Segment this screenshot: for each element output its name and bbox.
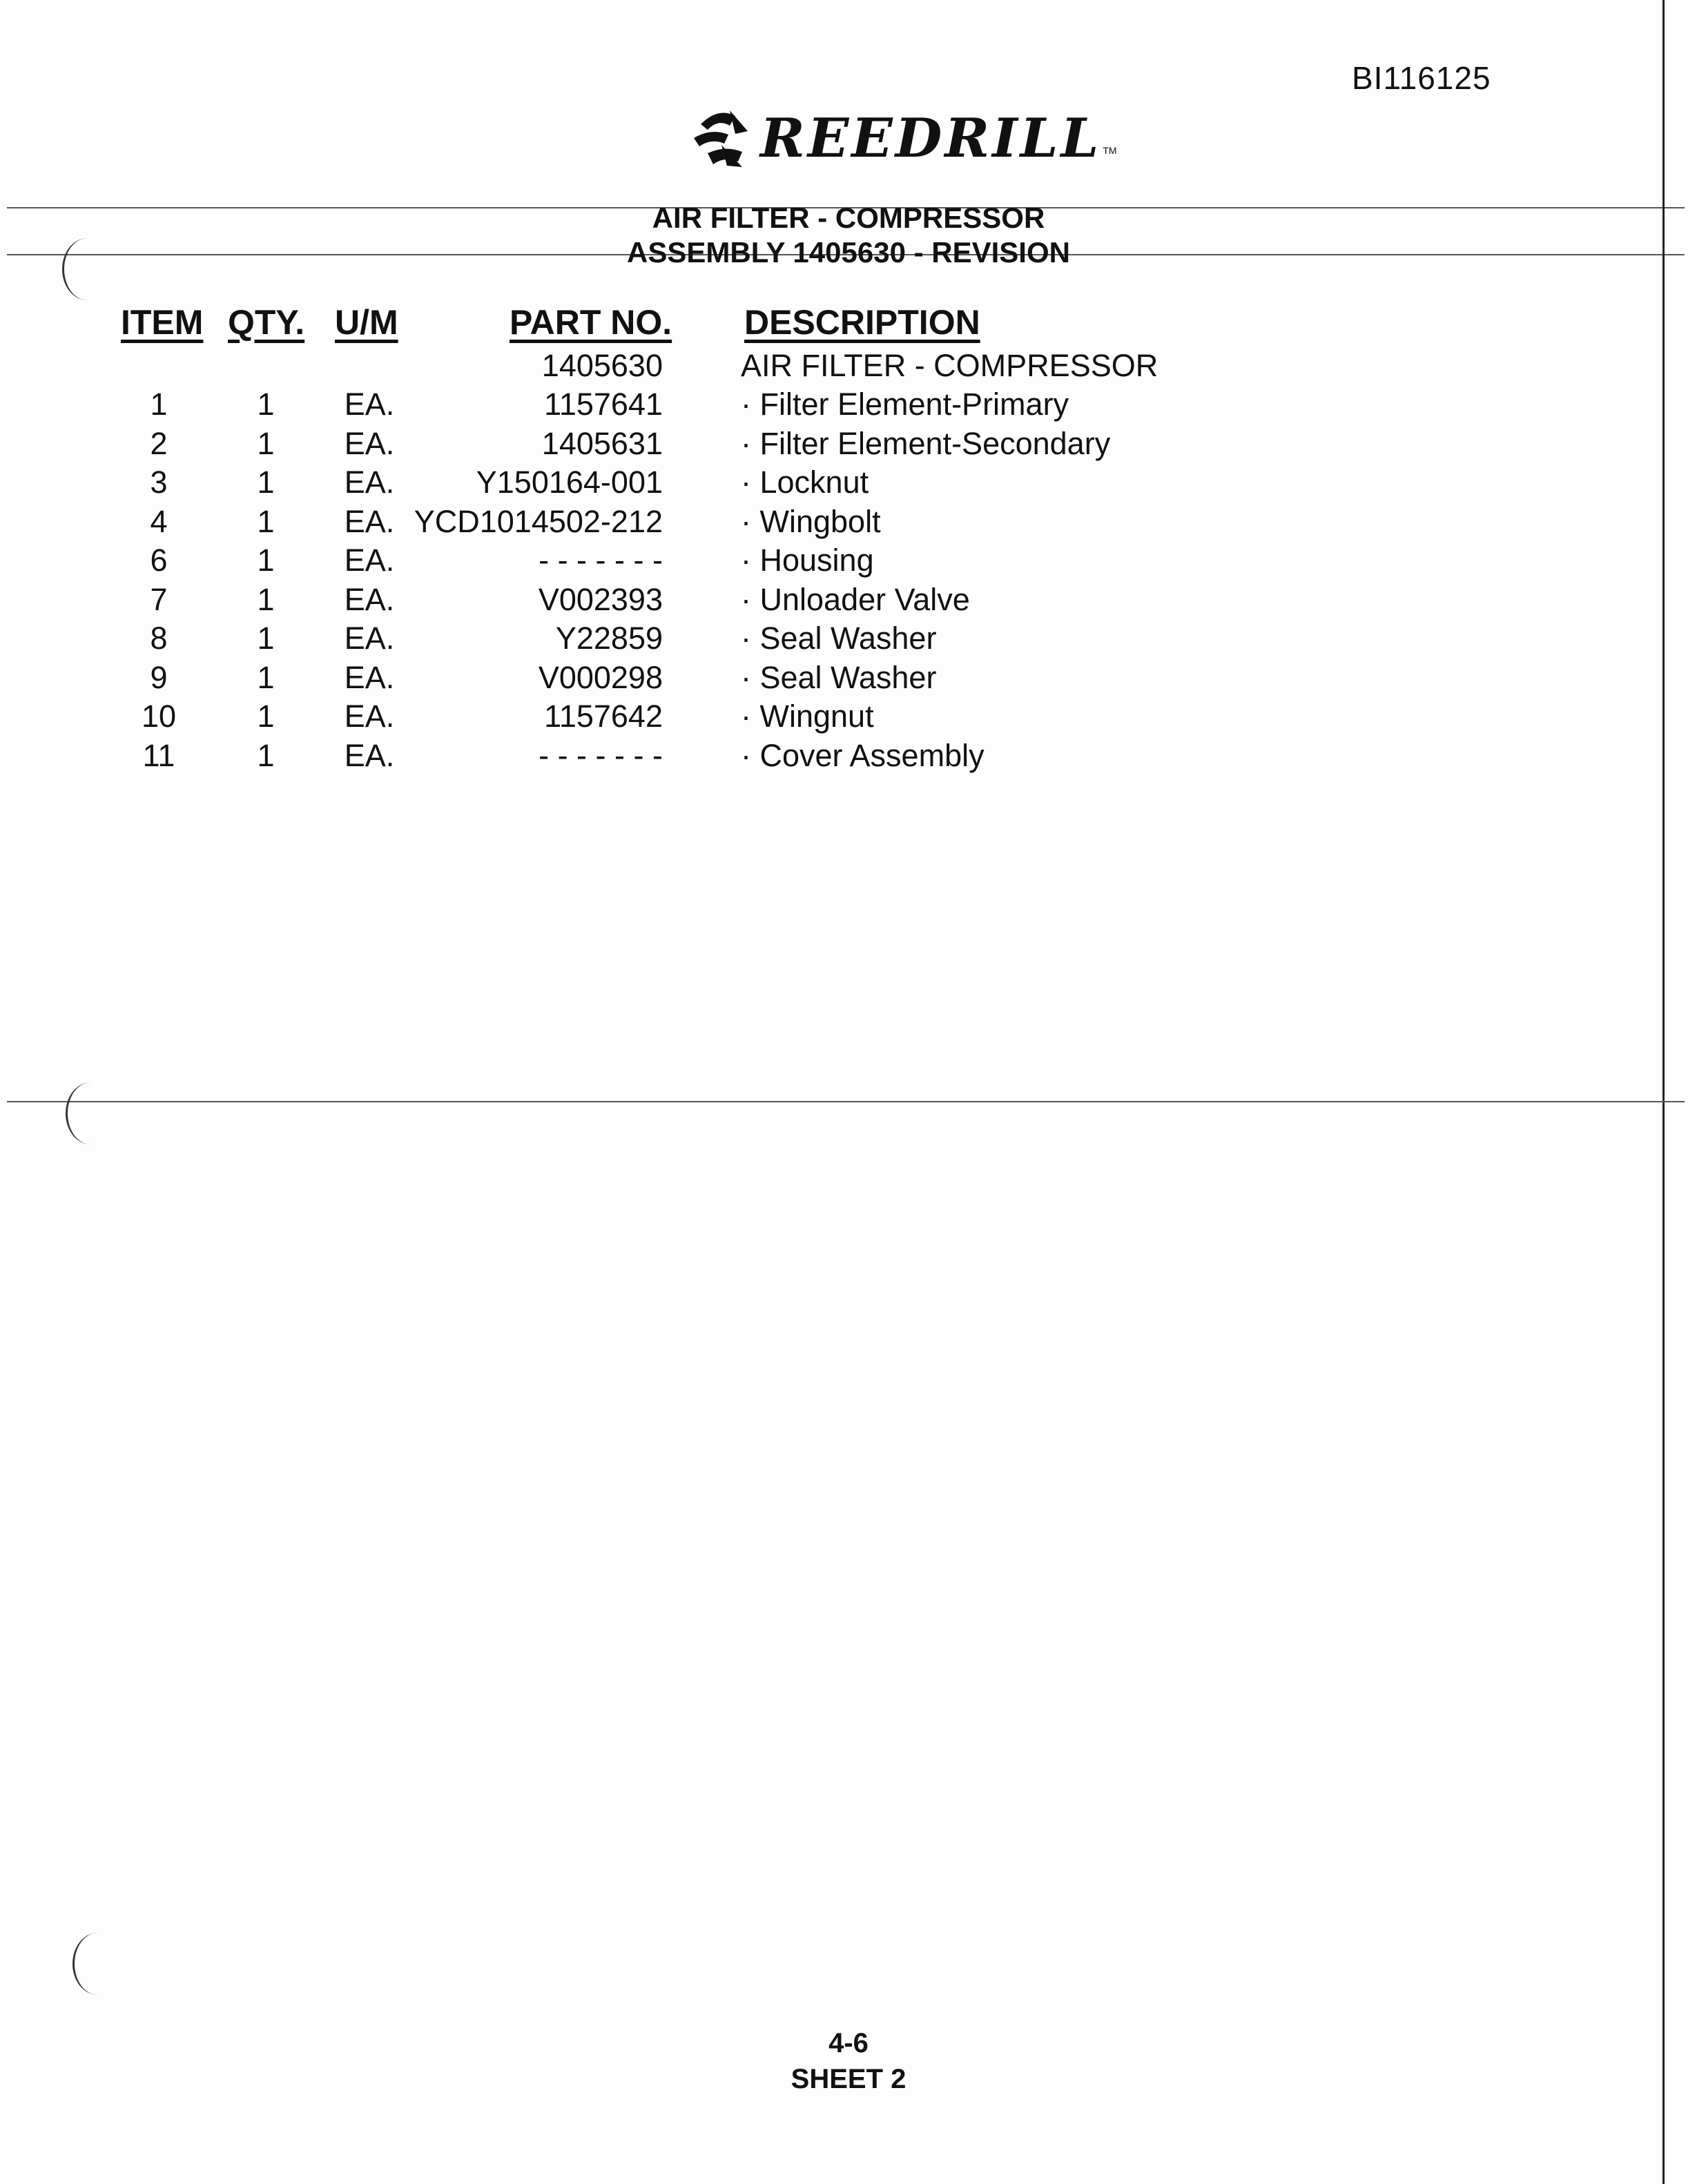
unit-of-measure: EA.	[344, 738, 395, 773]
reedrill-logo	[687, 104, 1117, 173]
item-number: 9	[150, 660, 168, 695]
binder-hole-mark	[66, 1082, 116, 1144]
unit-of-measure: EA.	[344, 660, 395, 695]
unit-of-measure: EA.	[344, 582, 395, 617]
quantity: 1	[257, 504, 275, 539]
column-header-item: ITEM	[121, 303, 204, 342]
assembly-subtitle: ASSEMBLY 1405630 - REVISION	[627, 236, 1070, 269]
quantity: 1	[257, 387, 275, 422]
quantity: 1	[257, 660, 275, 695]
part-description: · Cover Assembly	[741, 738, 985, 773]
page-edge-line	[1662, 0, 1665, 2184]
item-number: 2	[150, 426, 168, 461]
part-description: · Housing	[741, 543, 874, 578]
quantity: 1	[257, 582, 275, 617]
column-header-um: U/M	[335, 303, 398, 342]
logo-trademark: TM	[1103, 145, 1117, 156]
quantity: 1	[257, 465, 275, 500]
part-number: V002393	[538, 582, 663, 617]
part-description: · Filter Element-Primary	[741, 387, 1069, 422]
item-number: 11	[142, 738, 175, 773]
parent-part-no: 1405630	[541, 348, 663, 383]
part-number: Y150164-001	[476, 465, 663, 500]
part-description: · Wingnut	[741, 699, 874, 734]
part-number: - - - - - - -	[539, 738, 663, 773]
part-number: 1157642	[544, 699, 663, 734]
unit-of-measure: EA.	[344, 426, 395, 461]
item-number: 3	[150, 465, 168, 500]
item-number: 4	[150, 504, 168, 539]
unit-of-measure: EA.	[344, 699, 395, 734]
item-number: 10	[141, 699, 177, 734]
parent-description: AIR FILTER - COMPRESSOR	[741, 348, 1158, 383]
part-number: YCD1014502-212	[414, 504, 663, 539]
mid-page-rule	[7, 1101, 1685, 1102]
part-description: · Filter Element-Secondary	[741, 426, 1111, 461]
part-number: 1405631	[541, 426, 663, 461]
unit-of-measure: EA.	[344, 387, 395, 422]
sheet-number: SHEET 2	[791, 2064, 906, 2094]
quantity: 1	[257, 738, 275, 773]
quantity: 1	[257, 621, 275, 656]
logo-wordmark: REEDRILL	[760, 106, 1102, 170]
part-description: · Seal Washer	[741, 660, 937, 695]
part-description: · Locknut	[741, 465, 869, 500]
part-description: · Seal Washer	[741, 621, 937, 656]
part-description: · Wingbolt	[741, 504, 881, 539]
part-number: V000298	[538, 660, 663, 695]
unit-of-measure: EA.	[344, 621, 395, 656]
quantity: 1	[257, 699, 275, 734]
reedrill-swirl-icon	[687, 104, 756, 173]
part-description: · Unloader Valve	[741, 582, 970, 617]
page-number: 4-6	[828, 2028, 869, 2058]
item-number: 1	[150, 387, 168, 422]
part-number: Y22859	[555, 621, 663, 656]
part-number: 1157641	[544, 387, 663, 422]
item-number: 8	[150, 621, 168, 656]
unit-of-measure: EA.	[344, 504, 395, 539]
item-number: 7	[150, 582, 168, 617]
quantity: 1	[257, 543, 275, 578]
item-number: 6	[150, 543, 168, 578]
quantity: 1	[257, 426, 275, 461]
assembly-title: AIR FILTER - COMPRESSOR	[652, 202, 1045, 234]
binder-hole-mark	[72, 1933, 123, 1995]
binder-hole-mark	[62, 238, 113, 300]
unit-of-measure: EA.	[344, 543, 395, 578]
part-number: - - - - - - -	[539, 543, 663, 578]
column-header-qty: QTY.	[228, 303, 305, 342]
document-id: BI116125	[1352, 60, 1491, 96]
unit-of-measure: EA.	[344, 465, 395, 500]
column-header-description: DESCRIPTION	[744, 303, 980, 342]
column-header-part-no: PART NO.	[510, 303, 672, 342]
